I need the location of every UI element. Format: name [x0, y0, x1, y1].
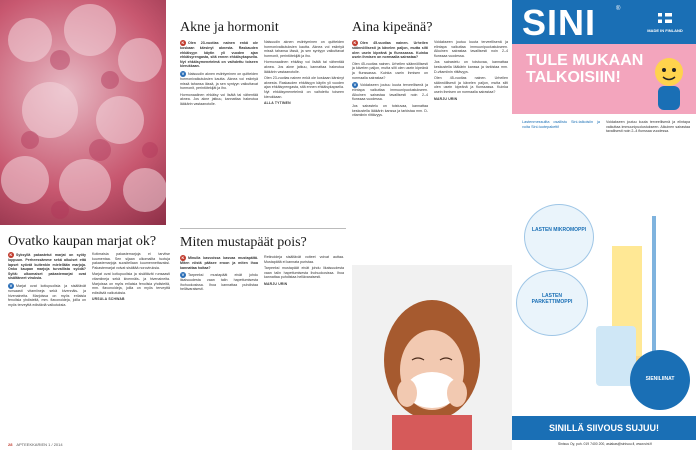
berries-column-right: [92, 252, 170, 302]
berries-answer-2b: Marjat ovat kotiupuolisia ja sisältävät runsaasti vitamiineja sekä kivennäis- ja hivenaineita. Marjoissa on myös erilaisia fenolisia yhdisteitä, mm. flavonoideja, joilla on myös terveyttä edistäviä vaikutuksia.: [92, 272, 170, 295]
bubbles-question: Minulla kasvoissa kasvaa mustapäitä. Miten niistä pääsee eroon ja miten ihoa kannattaa hoitaa?: [180, 255, 258, 270]
sini-advertisement: [512, 0, 696, 450]
berries-texture: [0, 0, 166, 225]
page-number: 28: [8, 442, 13, 447]
ad-body-text: Voidakseen joutuu kuuta terveellisenä ja elintapa vaikuttaa immuunipuolustukseen. Aikuinen sairastaa tavallisesti noin 2–4 flunssaa vuodessa.: [606, 120, 690, 134]
bubbles-signature: MARJU URIN: [264, 281, 288, 286]
lipid-column-left: [352, 40, 428, 120]
lipid-column-right: [434, 40, 508, 101]
hormones-answer-1: Naisuudin aknen esiintyminen on quitteiden hormonivaikutuksien kautta. Aknea voi esiintyä missä tahansa iässä, ja sen syntyyn vaikuttavat hormonit, perintötekijät ja iho.: [180, 71, 258, 91]
section-divider: [180, 228, 346, 229]
headline-line-2: TALKOISIIN!: [526, 69, 621, 86]
registered-mark: ®: [616, 6, 621, 12]
heading-hormones: Akne ja hormonit: [180, 20, 279, 35]
berries-signature: URSULA SCHWAB: [92, 297, 125, 302]
hormones-question: Olen 23-vuotias nainen enkä ole koskaan kärsinyt aknesta. Raskauden ehkäisyyn käytin yli vuoden ajan ehkäisyrengasta, sitä ennen ehkäisykapselia. Nyt ehkäisymenetelmä on vaihdettu toiseen kierukkaan.: [180, 40, 258, 69]
product-mikromoppi: LASTEN MIKROMOPPI: [524, 204, 594, 270]
bubbles-column-left: [180, 255, 258, 294]
lipid-question: Olen 45-vuotias nainen. Urheilen säännöllisesti ja kävelen paljon, mutta silti olen usein kipeänä ja flunssassa. Kuinka usein ihmisen on normaalia sairastaa?: [352, 40, 428, 60]
hormones-signature: ALLA TYTINEN: [264, 101, 291, 106]
ad-footer-band: [512, 416, 696, 440]
hormones-column-left: [180, 40, 258, 109]
ad-footer-slogan: SINILLÄ SIIVOUS SUJUU!: [548, 423, 659, 433]
answer-icon: V: [181, 70, 185, 76]
bubbles-answer-1: Tarpeeksi mustapäät eivät johdu likaisuudesta vaan talin hapettumisesta ihohuokosissa. Ihoa kannattaa puhdistaa hellävaraisesti.: [180, 273, 258, 292]
lipid-signature: MARJU URIN: [434, 96, 458, 101]
ad-promo-text: Lastenmessuilta osallistu Sini-talkoisiin ja voita Sini-tuotepaketti!: [522, 120, 600, 129]
ad-headline: [526, 52, 646, 86]
question-icon: K: [181, 40, 185, 45]
bubbles-column-right: [264, 255, 344, 287]
lipid-question-cont: Olen 45-vuotias nainen. Urheilen säännöllisesti ja kävelen paljon, mutta silti olen usein kipeänä ja flunssassa. Kuinka usein ihmisen on normaalia sairastaa?: [352, 61, 428, 80]
page-footer: [8, 442, 63, 447]
answer-icon: V: [181, 272, 185, 278]
frozen-berries-photo: [0, 0, 166, 225]
bubbles-answer-2: Retinoideja sisältävät voiteet voivat auttaa. Mustapäitä ei kannata puristaa.: [264, 255, 344, 264]
hormones-column-right: [264, 40, 344, 106]
berries-answer-1: Marjat ovat kotiupuolisia ja sisältävät runsaasti vitamiineja sekä kivennäis- ja hivenaineita. Marjoissa on myös erilaisia fenolisia yhdisteitä, mm. flavonoideja, joilla on myös terveyttä edistäviä vaikutuksia.: [8, 283, 86, 307]
product-parkettimoppi: LASTEN PARKETTIMOPPI: [516, 270, 588, 336]
heading-berries: Ovatko kaupan marjat ok?: [8, 234, 157, 249]
hormones-answer-3: Naisuudin aknen esiintyminen on quitteiden hormonivaikutuksien kautta. Aknea voi esiintyä missä tahansa iässä, ja sen syntyyn vaikuttavat hormonit, perintötekijät ja iho.: [264, 40, 344, 58]
mascot-illustration: [644, 52, 694, 116]
bubbles-answer-3: Tarpeeksi mustapäät eivät johdu likaisuudesta vaan talin hapettumisesta ihohuokosissa. Ihoa kannattaa puhdistaa hellävaraisesti.: [264, 266, 344, 280]
lipid-answer-4: Jos sairastelu on toistuvaa, kannattaa keskustella lääkärin kanssa ja tarkistaa mm. D-vitamiinin riittävyys.: [434, 60, 508, 74]
berries-question: Syksyllä pakastetut marjat on syöty loppuun. Perheessämme sekä aikuiset että lapset syövät kuitenkin mielellään marjoja. Onko kaupan marjoja turvallista syödä? Syitä: ulkomaiset pakastemarjat ovat sisältäneet viruksia.: [8, 252, 86, 281]
made-in-finland-badge: MADE IN FINLAND: [644, 10, 686, 40]
lipid-answer-1: Voidakseen joutuu kuuta terveellisenä ja elintapa vaikuttaa immuunipuolustukseen. Aikuinen sairastaa tavallisesti noin 2–4 flunssaa vuodessa.: [352, 83, 428, 102]
answer-icon: V: [9, 282, 13, 288]
ad-footer-contact: Sinisuu Oy, puh. 019 7400 200, asiakas@sinisuu.fi, www.sini.fi: [557, 442, 653, 446]
hormones-answer-4: Hormonaalinen ehkäisy voi lisätä tai vähentää aknea. Jos akne jatkuu, kannattaa hakeutua lääkärin vastaanotolle.: [264, 60, 344, 74]
berries-column-left: [8, 252, 86, 309]
magazine-issue: APTEEKKARIEN 1 / 2014: [16, 442, 63, 447]
heading-lipid: Aina kipeänä?: [352, 20, 433, 35]
hormones-answer-5: Olen 23-vuotias nainen enkä ole koskaan kärsinyt aknesta. Raskauden ehkäisyyn käytin yli vuoden ajan ehkäisyrengasta, sitä ennen ehkäisykapselia. Nyt ehkäisymenetelmä on vaihdettu toiseen kierukkaan.: [264, 76, 344, 99]
question-icon: K: [9, 252, 13, 257]
cleaning-mascot-icon: [644, 52, 694, 116]
sini-logo: SINI: [522, 2, 597, 43]
hormones-answer-2: Hormonaalinen ehkäisy voi lisätä tai vähentää aknea. Jos akne jatkuu, kannattaa hakeutua lääkärin vastaanotolle.: [180, 92, 258, 106]
woman-illustration: [352, 265, 512, 450]
lipid-answer-5: Olen 45-vuotias nainen. Urheilen säännöllisesti ja kävelen paljon, mutta silti olen usein kipeänä ja flunssassa. Kuinka usein ihmisen on normaalia sairastaa?: [434, 76, 508, 94]
heading-bubbles: Miten mustapäät pois?: [180, 235, 307, 250]
headline-line-1: TULE MUKAAN: [526, 52, 644, 69]
lipid-answer-2: Jos sairastelu on toistuvaa, kannattaa keskustella lääkärin kanssa ja tarkistaa mm. D-vitamiinin riittävyys.: [352, 103, 428, 118]
lipid-answer-3: Voidakseen joutuu kuuta terveellisenä ja elintapa vaikuttaa immuunipuolustukseen. Aikuinen sairastaa tavallisesti noin 2–4 flunssaa vuodessa.: [434, 40, 508, 58]
question-icon: K: [353, 40, 357, 45]
product-sieniliinat: SIENILIINAT: [630, 350, 690, 410]
berries-answer-2: Kotimaisia pakastemarjoja ei tarvitse kuumentaa. Sen sijaan ulkomailta tuotuja pakastemarjoja suositellaan kuumennettavaksi. Pakastemarjat voivat sisältää noroviruksia.: [92, 252, 170, 270]
woman-with-tissue-photo: [352, 265, 512, 450]
answer-icon: V: [353, 82, 357, 88]
question-icon: K: [181, 255, 185, 260]
finland-flag-icon: [658, 13, 672, 23]
